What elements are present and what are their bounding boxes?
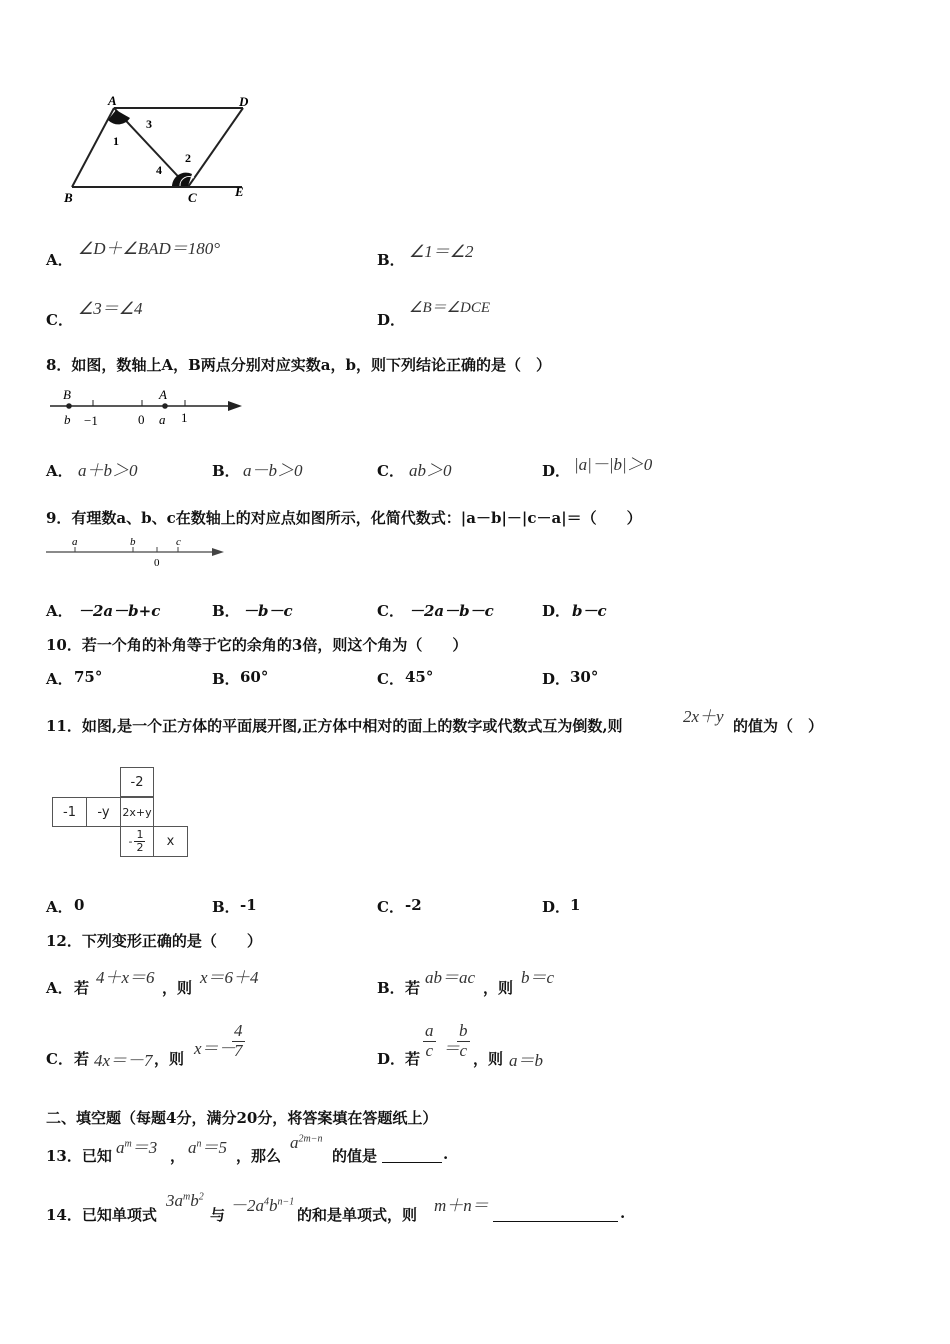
q9-option-b-letter: B． [212,602,240,620]
q8-option-d-letter: D． [542,462,571,480]
q12-c-if: 若 [74,1050,90,1068]
q13-exp-1: m [124,1138,132,1150]
q9-c-label: c [176,536,181,548]
q14-exp-a-1: m [183,1191,191,1203]
q12-d-right-numerator: b [459,1021,468,1040]
q13-exp-3: 2m−n [298,1133,323,1145]
q8-stem: 8．如图，数轴上A，B两点分别对应实数a，b，则下列结论正确的是（ ） [46,356,551,374]
q10-option-d-letter: D． [542,670,571,688]
net-face-center: 2x+y [120,797,154,827]
q11-option-b[interactable]: -1 [240,896,257,914]
q11-option-d-letter: D． [542,898,571,916]
angle-3-label: 3 [146,117,152,131]
q8-option-d[interactable]: |a|－|b|＞0 [574,455,653,474]
net-frac-sign: - [128,835,133,848]
q12-a-if: 若 [74,979,90,997]
net-face-left: -1 [52,797,87,827]
q11-option-a[interactable]: 0 [74,896,85,914]
q14-exp-b-1: 2 [198,1191,204,1203]
q13-base-1: a [116,1138,125,1157]
parallelogram-figure [58,90,258,210]
q13-rhs-1: ＝3 [131,1138,158,1157]
net-fraction [134,829,145,854]
vertex-a: A [108,93,117,108]
q12-d-fraction-right [457,1022,470,1060]
angle-1-label: 1 [113,134,119,148]
q12-d-right-denominator: c [459,1040,468,1060]
q13-expr-2 [188,1133,227,1158]
q14-b-2: b [269,1196,278,1215]
q12-d-left-numerator: a [425,1021,434,1040]
q12-d-fraction-left [423,1022,436,1060]
q13-expr-1 [116,1133,157,1158]
q13-exp-2: n [196,1138,202,1150]
q12-c-then: ，则 [154,1050,185,1068]
q12-d-letter: D． [377,1050,406,1068]
q7-option-a[interactable]: ∠D＋∠BAD＝180° [78,239,221,258]
q12-b-condition: ab＝ac [425,968,476,987]
q10-option-c-letter: C． [377,670,404,688]
net-face-top: -2 [120,767,154,797]
q13-mid: ，那么 [236,1147,282,1165]
q7-option-b[interactable]: ∠1＝∠2 [409,242,474,261]
vertex-d: D [239,94,249,109]
q14-monomial-2 [230,1191,294,1216]
q12-a-then: ，则 [162,979,193,997]
q9-option-a[interactable]: －2a－b+c [78,602,161,620]
q14-prefix: 14．已知单项式 [46,1206,157,1224]
q12-option-d[interactable] [377,1020,697,1072]
q14-exp-a-2: 4 [264,1196,269,1208]
q12-a-letter: A． [46,979,73,997]
q12-a-condition: 4＋x＝6 [96,968,155,987]
q11-stem-prefix: 11．如图,是一个正方体的平面展开图,正方体中相对的面上的数字或代数式互为倒数,则 [46,717,623,735]
a-tick-label: a [159,412,166,427]
q11-stem-expression: 2x＋y [683,707,724,726]
q11-option-b-letter: B． [212,898,240,916]
q13-rhs-2: ＝5 [201,1138,227,1157]
q11-option-c[interactable]: -2 [405,896,422,914]
q14-exp-b-2: n−1 [277,1196,295,1208]
q12-d-if: 若 [405,1050,421,1068]
net-frac-denominator: 2 [136,841,144,854]
q14-monomial-1 [166,1191,204,1211]
cube-net [52,767,192,859]
q14-and: 与 [210,1206,226,1224]
q14-mid: 的和是单项式，则 [297,1206,418,1224]
q12-d-equals: ＝ [443,1039,460,1058]
q11-option-d[interactable]: 1 [570,896,581,914]
net-frac-numerator: 1 [136,827,144,841]
q7-option-c[interactable]: ∠3＝∠4 [78,299,143,318]
q10-option-c[interactable]: 45° [405,668,434,686]
point-e: E [235,184,244,199]
q13-answer-blank[interactable] [382,1145,442,1163]
q9-option-d[interactable]: b－c [572,602,607,620]
q14-coef-2: －2a [230,1196,264,1215]
q9-option-b[interactable]: －b－c [243,602,293,620]
q12-b-then: ，则 [483,979,514,997]
q9-stem: 9．有理数a、b、c在数轴上的对应点如图所示，化简代数式：|a－b|－|c－a|＝（ ） [46,509,642,527]
q12-b-if: 若 [405,979,421,997]
q13-sep: ， [170,1147,186,1165]
q12-stem: 12．下列变形正确的是（ ） [46,932,262,950]
q12-c-condition: 4x＝－7 [94,1051,153,1070]
q8-option-b-letter: B． [212,462,240,480]
angle-2-label: 2 [185,151,191,165]
one-label: 1 [181,410,188,425]
q13-end: . [443,1145,449,1163]
q8-option-b[interactable]: a－b＞0 [243,461,303,480]
q14-row [46,1188,666,1230]
q12-option-b[interactable] [377,960,697,1000]
q12-c-fraction [232,1022,245,1060]
q7-option-c-letter: C． [46,311,73,329]
q10-stem: 10．若一个角的补角等于它的余角的3倍，则这个角为（ ） [46,636,468,654]
q11-option-c-letter: C． [377,898,404,916]
q8-option-c-letter: C． [377,462,404,480]
q9-option-d-letter: D． [542,602,571,620]
q12-a-result: x＝6＋4 [200,968,259,987]
q12-option-c[interactable] [46,1020,366,1072]
q12-b-letter: B． [377,979,405,997]
zero-label: 0 [138,412,145,427]
q12-c-result: x＝－ [194,1039,236,1058]
q9-option-c-letter: C． [377,602,404,620]
q7-option-b-letter: B． [377,251,405,269]
q8-option-a[interactable]: a＋b＞0 [78,461,138,480]
q9-option-a-letter: A． [46,602,73,620]
q14-end: . [620,1204,626,1222]
q12-d-left-denominator: c [425,1040,434,1060]
point-a-label: A [159,387,167,402]
q10-option-a-letter: A． [46,670,73,688]
q10-option-b-letter: B． [212,670,240,688]
q10-option-d[interactable]: 30° [570,668,599,686]
q12-c-letter: C． [46,1050,73,1068]
q13-prefix: 13．已知 [46,1147,112,1165]
q8-number-line [44,384,249,430]
angle-4-label: 4 [156,163,162,177]
section-two-heading: 二、填空题（每题4分，满分20分，将答案填在答题纸上） [46,1109,438,1127]
q7-option-d[interactable]: ∠B＝∠DCE [409,300,491,316]
q10-option-a[interactable]: 75° [74,668,103,686]
q8-option-a-letter: A． [46,462,73,480]
q11-stem-suffix: 的值为（ ） [733,717,824,735]
q9-b-label: b [130,536,136,548]
vertex-c: C [188,190,197,205]
q12-d-then: ，则 [473,1050,504,1068]
q12-b-result: b＝c [521,968,555,987]
point-b-label: B [63,387,71,402]
q10-option-b[interactable]: 60° [240,668,269,686]
q14-target: m＋n＝ [434,1196,489,1215]
q12-option-a[interactable] [46,960,366,1000]
q13-row [46,1130,646,1170]
q11-option-a-letter: A． [46,898,73,916]
vertex-b: B [64,190,73,205]
q7-option-a-letter: A． [46,251,73,269]
q14-answer-blank[interactable] [493,1204,618,1222]
q9-zero-label: 0 [154,557,160,569]
b-tick-label: b [64,412,71,427]
q13-post: 的值是 [332,1147,378,1165]
q7-option-d-letter: D． [377,311,406,329]
q12-d-result: a＝b [509,1051,543,1070]
q9-option-c[interactable]: －2a－b－c [409,602,494,620]
net-face-right: x [153,826,188,857]
q13-base-2: a [188,1138,197,1157]
q14-b-1: b [190,1191,199,1210]
q14-coef-1: 3a [166,1191,183,1210]
minus-one-label: −1 [84,413,98,428]
net-face-middle-left: -y [86,797,121,827]
q12-c-numerator: 4 [234,1021,243,1040]
q8-option-c[interactable]: ab＞0 [409,461,452,480]
q12-c-denominator: 7 [234,1040,243,1060]
q9-number-line [44,535,226,569]
q9-a-label: a [72,536,78,548]
q13-base-3: a [290,1133,299,1152]
net-face-bottom [120,826,154,857]
q13-expr-3 [290,1133,322,1153]
